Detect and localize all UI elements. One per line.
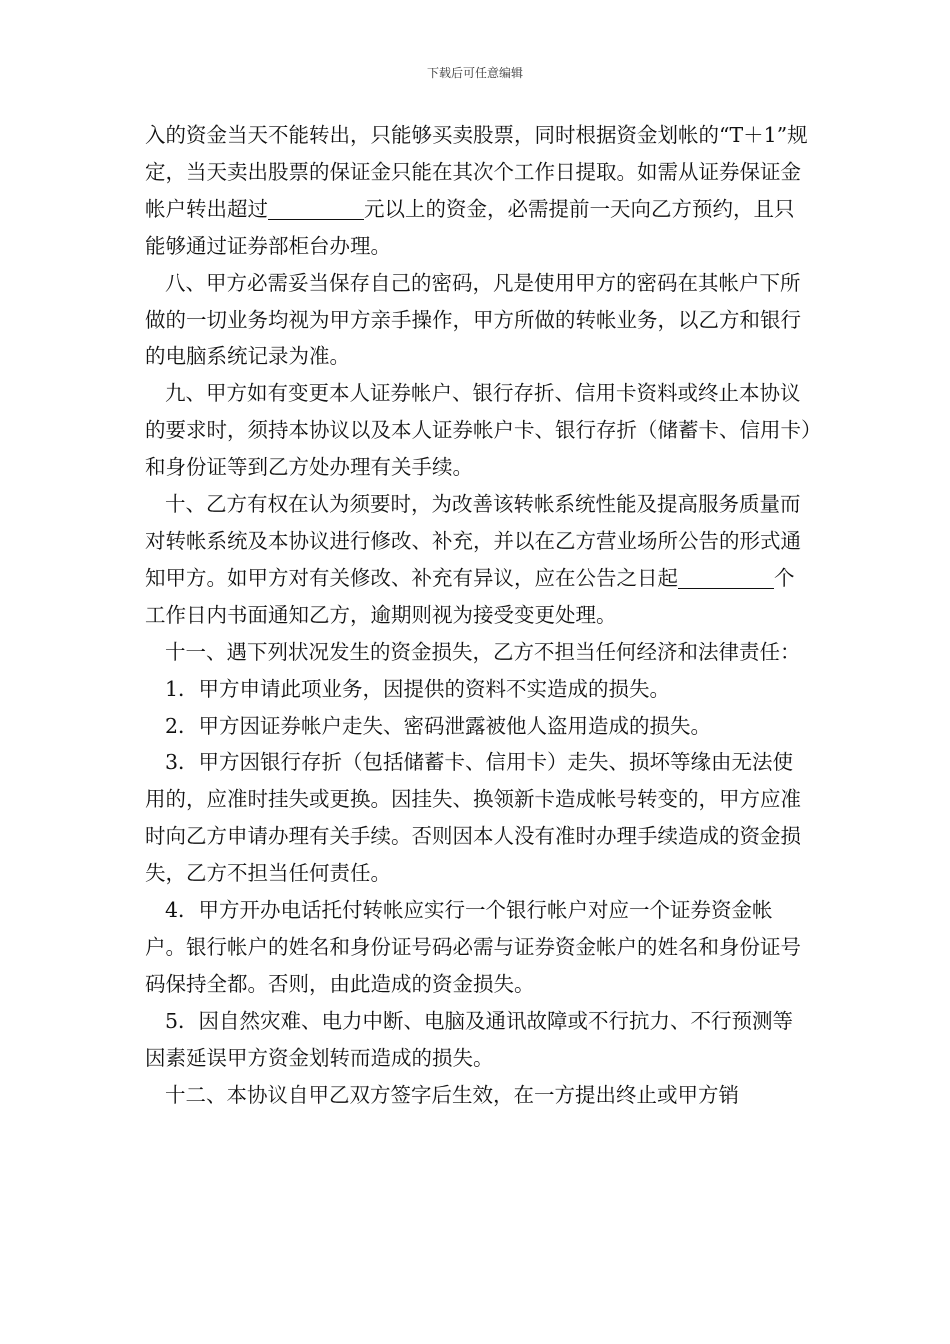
clause-11-item-3: 3．甲方因银行存折（包括储蓄卡、信用卡）走失、损坏等缘由无法使用的，应准时挂失或更换。因挂失、换领新卡造成帐号转变的，甲方应准时向乙方申请办理有关手续。否则因本人没有准时办理手续造成的资金损失，乙方不担当任何责任。 [145, 750, 801, 886]
paragraph-text: 个工作日内书面通知乙方，逾期则视为接受变更处理。 [145, 565, 795, 627]
paragraph-text: 元以上的资金，必需提前一天向乙方预约，且只能够通过证券部柜台办理。 [145, 196, 795, 258]
days-blank-field [678, 566, 774, 589]
paragraph-continued [145, 117, 813, 265]
clause-10 [145, 486, 813, 634]
amount-blank-field [268, 197, 364, 220]
paragraph-text: 十、乙方有权在认为须要时，为改善该转帐系统性能及提高服务质量而对转帐系统及本协议进行修改、补充，并以在乙方营业场所公告的形式通知甲方。如甲方对有关修改、补充有异议，应在公告之日起 [145, 492, 801, 590]
clause-11-item-5: 5．因自然灾难、电力中断、电脑及通讯故障或不行抗力、不行预测等因素延误甲方资金划转而造成的损失。 [145, 1008, 794, 1070]
page-header: 下载后可任意编辑 [426, 66, 523, 80]
clause-11-item-4: 4．甲方开办电话托付转帐应实行一个银行帐户对应一个证券资金帐户。银行帐户的姓名和身份证号码必需与证券资金帐户的姓名和身份证号码保持全都。否则，由此造成的资金损失。 [145, 898, 801, 996]
document-body [145, 117, 813, 1113]
clause-11: 十一、遇下列状况发生的资金损失，乙方不担当任何经济和法律责任： [165, 639, 801, 664]
clause-11-item-2: 2．甲方因证券帐户走失、密码泄露被他人盗用造成的损失。 [165, 713, 712, 738]
clause-12: 十二、本协议自甲乙双方签字后生效，在一方提出终止或甲方销 [165, 1082, 739, 1107]
paragraph-text: 入的资金当天不能转出，只能够买卖股票，同时根据资金划帐的“T＋1”规定，当天卖出股票的保证金只能在其次个工作日提取。如需从证券保证金帐户转出超过 [145, 123, 808, 221]
clause-9: 九、甲方如有变更本人证券帐户、银行存折、信用卡资料或终止本协议的要求时，须持本协议以及本人证券帐户卡、银行存折（储蓄卡、信用卡）和身份证等到乙方处办理有关手续。 [145, 381, 812, 480]
clause-11-item-1: 1．甲方申请此项业务，因提供的资料不实造成的损失。 [165, 676, 671, 701]
clause-8: 八、甲方必需妥当保存自己的密码，凡是使用甲方的密码在其帐户下所做的一切业务均视为甲方亲手操作，甲方所做的转帐业务，以乙方和银行的电脑系统记录为准。 [145, 270, 801, 369]
